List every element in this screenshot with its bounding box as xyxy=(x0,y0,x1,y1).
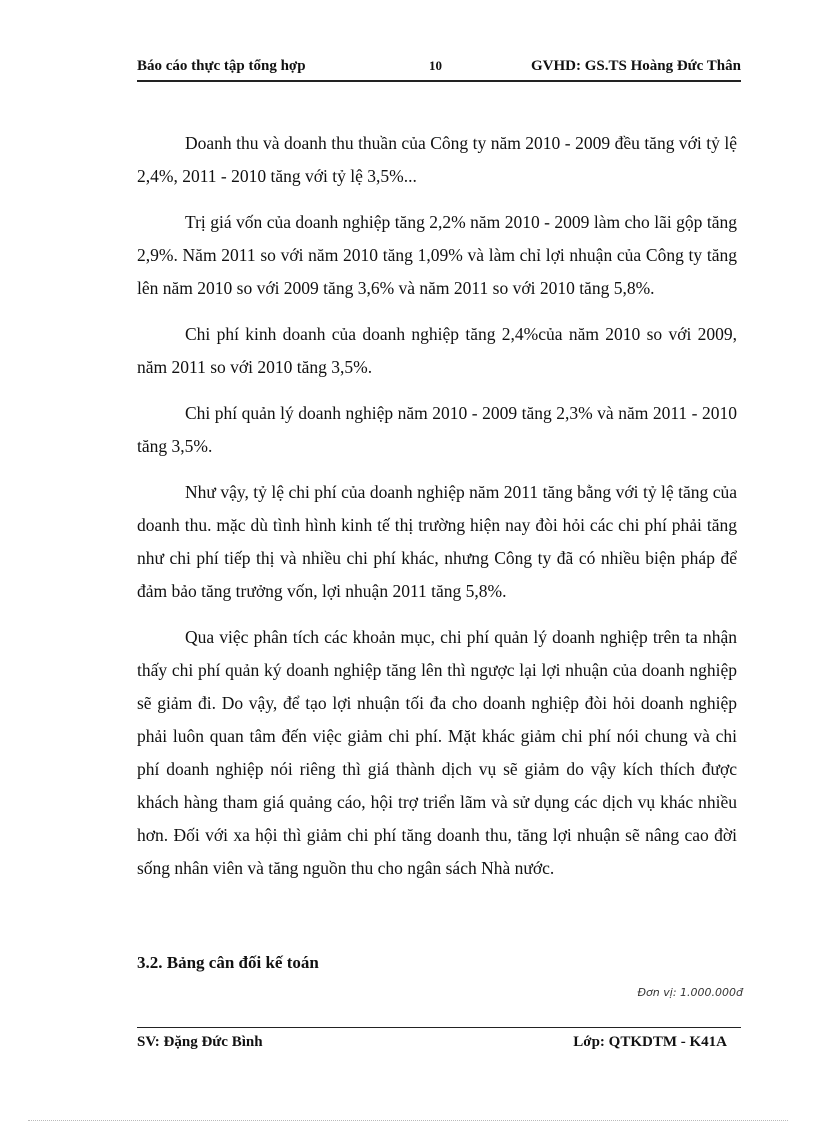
report-title: Báo cáo thực tập tổng hợp xyxy=(137,58,306,74)
page-number: 10 xyxy=(429,58,442,73)
paragraph: Qua việc phân tích các khoản mục, chi phí quản lý doanh nghiệp trên ta nhận thấy chi phí quản ký doanh nghiệp tăng lên thì ngược lại lợi nhuận của doanh nghiệp sẽ giảm đi. Do vậy, để tạo lợi nhuận tối đa cho doanh nghiệp đòi hỏi doanh nghiệp phải luôn quan tâm đến việc giảm chi phí. Mặt khác giảm chi phí nói chung và chi phí doanh nghiệp nói riêng thì giá thành dịch vụ sẽ giảm do vậy kích thích được khách hàng tham giá quảng cáo, hội trợ triển lãm và sử dụng các dịch vụ khác nhiều hơn. Đối với xa hội thì giảm chi phí tăng doanh thu, tăng lợi nhuận sẽ nâng cao đời sống nhân viên và tăng nguồn thu cho ngân sách Nhà nước. xyxy=(137,627,737,878)
paragraph: Trị giá vốn của doanh nghiệp tăng 2,2% năm 2010 - 2009 làm cho lãi gộp tăng 2,9%. Năm 2011 so với năm 2010 tăng 1,09% và làm chỉ lợi nhuận của Công ty tăng lên năm 2010 so với 2009 tăng 3,6% và năm 2011 so với 2010 tăng 5,8%. xyxy=(137,212,737,298)
unit-note: Đơn vị: 1.000.000đ xyxy=(637,986,743,999)
page-footer xyxy=(137,1027,741,1056)
class-name: Lớp: QTKDTM - K41A xyxy=(573,1034,727,1050)
paragraph: Chi phí kinh doanh của doanh nghiệp tăng 2,4%của năm 2010 so với 2009, năm 2011 so với 2010 tăng 3,5%. xyxy=(137,324,737,377)
paragraph: Doanh thu và doanh thu thuần của Công ty năm 2010 - 2009 đều tăng với tỷ lệ 2,4%, 2011 - 2010 tăng với tỷ lệ 3,5%... xyxy=(137,133,737,186)
page-edge-divider xyxy=(28,1120,788,1121)
paragraph: Như vậy, tỷ lệ chi phí của doanh nghiệp năm 2011 tăng bằng với tỷ lệ tăng của doanh thu. mặc dù tình hình kinh tế thị trường hiện nay đòi hỏi các chi phí phải tăng như chi phí tiếp thị và nhiều chi phí khác, nhưng Công ty đã có nhiều biện pháp để đảm bảo tăng trưởng vốn, lợi nhuận 2011 tăng 5,8%. xyxy=(137,482,737,601)
student-name: SV: Đặng Đức Bình xyxy=(137,1034,263,1050)
page-header xyxy=(137,58,741,82)
supervisor-name: GVHD: GS.TS Hoàng Đức Thân xyxy=(530,58,741,74)
paragraph: Chi phí quản lý doanh nghiệp năm 2010 - 2009 tăng 2,3% và năm 2011 - 2010 tăng 3,5%. xyxy=(137,403,737,456)
body-text xyxy=(137,127,737,898)
section-heading: 3.2. Bảng cân đối kế toán xyxy=(137,953,319,972)
